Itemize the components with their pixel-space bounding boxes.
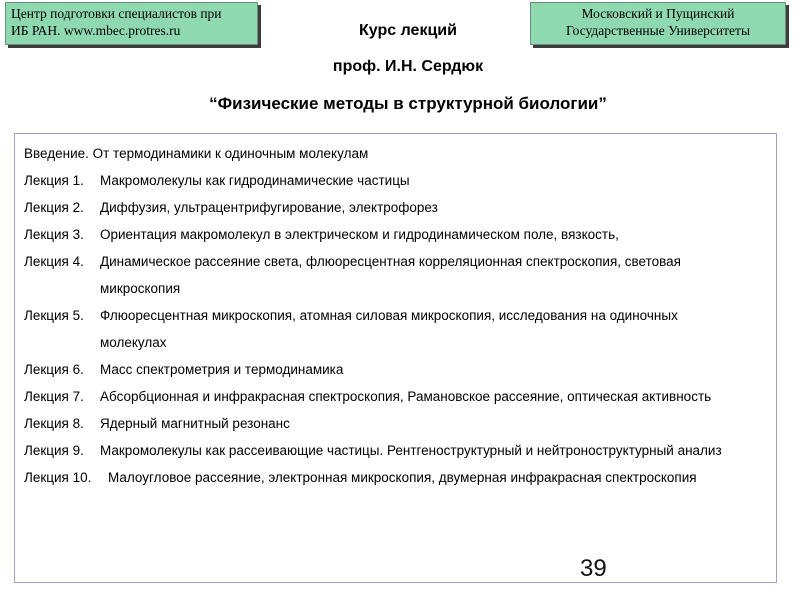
lecture-item	[24, 302, 772, 356]
institute-line-1: Центр подготовки специалистов при	[11, 6, 222, 21]
lecture-number: Лекция 7.	[24, 389, 84, 404]
universities-line-1: Московский и Пущинский	[581, 6, 735, 21]
lecture-item	[24, 464, 772, 491]
lecture-number: Лекция 1.	[24, 173, 84, 188]
course-subject: “Физические методы в структурной биологии”	[209, 94, 607, 113]
institute-line-2: ИБ РАН. www.mbec.protres.ru	[11, 23, 181, 38]
lecture-item	[24, 437, 772, 464]
lecture-title: Макромолекулы как гидродинамические частицы	[100, 173, 410, 188]
lecture-item	[24, 383, 772, 410]
intro-item	[24, 140, 772, 167]
lecture-number: Лекция 10.	[24, 470, 92, 485]
lecture-title: Малоугловое рассеяние, электронная микроскопия, двумерная инфракрасная спектроскопия	[108, 470, 697, 485]
lecture-item	[24, 410, 772, 437]
lecture-number: Лекция 2.	[24, 200, 84, 215]
lecture-item	[24, 167, 772, 194]
lecturer-name: проф. И.Н. Сердюк	[332, 58, 484, 75]
universities-line-2: Государственные Университеты	[565, 23, 751, 38]
lecture-number: Лекция 6.	[24, 362, 84, 377]
lecture-item	[24, 221, 772, 248]
lecture-number: Лекция 4.	[24, 254, 84, 269]
lecture-number: Лекция 3.	[24, 227, 84, 242]
lecture-number: Лекция 5.	[24, 308, 84, 323]
lecture-title: Макромолекулы как рассеивающие частицы. Рентгеноструктурный и нейтроноструктурный анализ	[100, 443, 722, 458]
lecture-title: Абсорбционная и инфракрасная спектроскопия, Рамановское рассеяние, оптическая активность	[100, 389, 712, 404]
intro-text: Введение. От термодинамики к одиночным молекулам	[24, 146, 369, 161]
lecture-list	[24, 140, 772, 491]
lecture-list-panel	[14, 133, 777, 583]
lecture-title: Ориентация макромолекул в электрическом и гидродинамическом поле, вязкость,	[100, 227, 619, 242]
lecture-item	[24, 248, 772, 302]
lecture-number: Лекция 8.	[24, 416, 84, 431]
page-number: 39	[580, 555, 607, 582]
lecture-title: Масс спектрометрия и термодинамика	[100, 362, 344, 377]
lecture-title: Флюоресцентная микроскопия, атомная силовая микроскопия, исследования на одиночных молекулах	[100, 308, 678, 350]
lecture-title: Динамическое рассеяние света, флюоресцентная корреляционная спектроскопия, световая микроскопия	[100, 254, 681, 296]
lecture-item	[24, 194, 772, 221]
lecture-item	[24, 356, 772, 383]
lecture-number: Лекция 9.	[24, 443, 84, 458]
lecture-title: Ядерный магнитный резонанс	[100, 416, 290, 431]
course-title: Курс лекций	[359, 22, 457, 39]
lecture-title: Диффузия, ультрацентрифугирование, электрофорез	[100, 200, 438, 215]
